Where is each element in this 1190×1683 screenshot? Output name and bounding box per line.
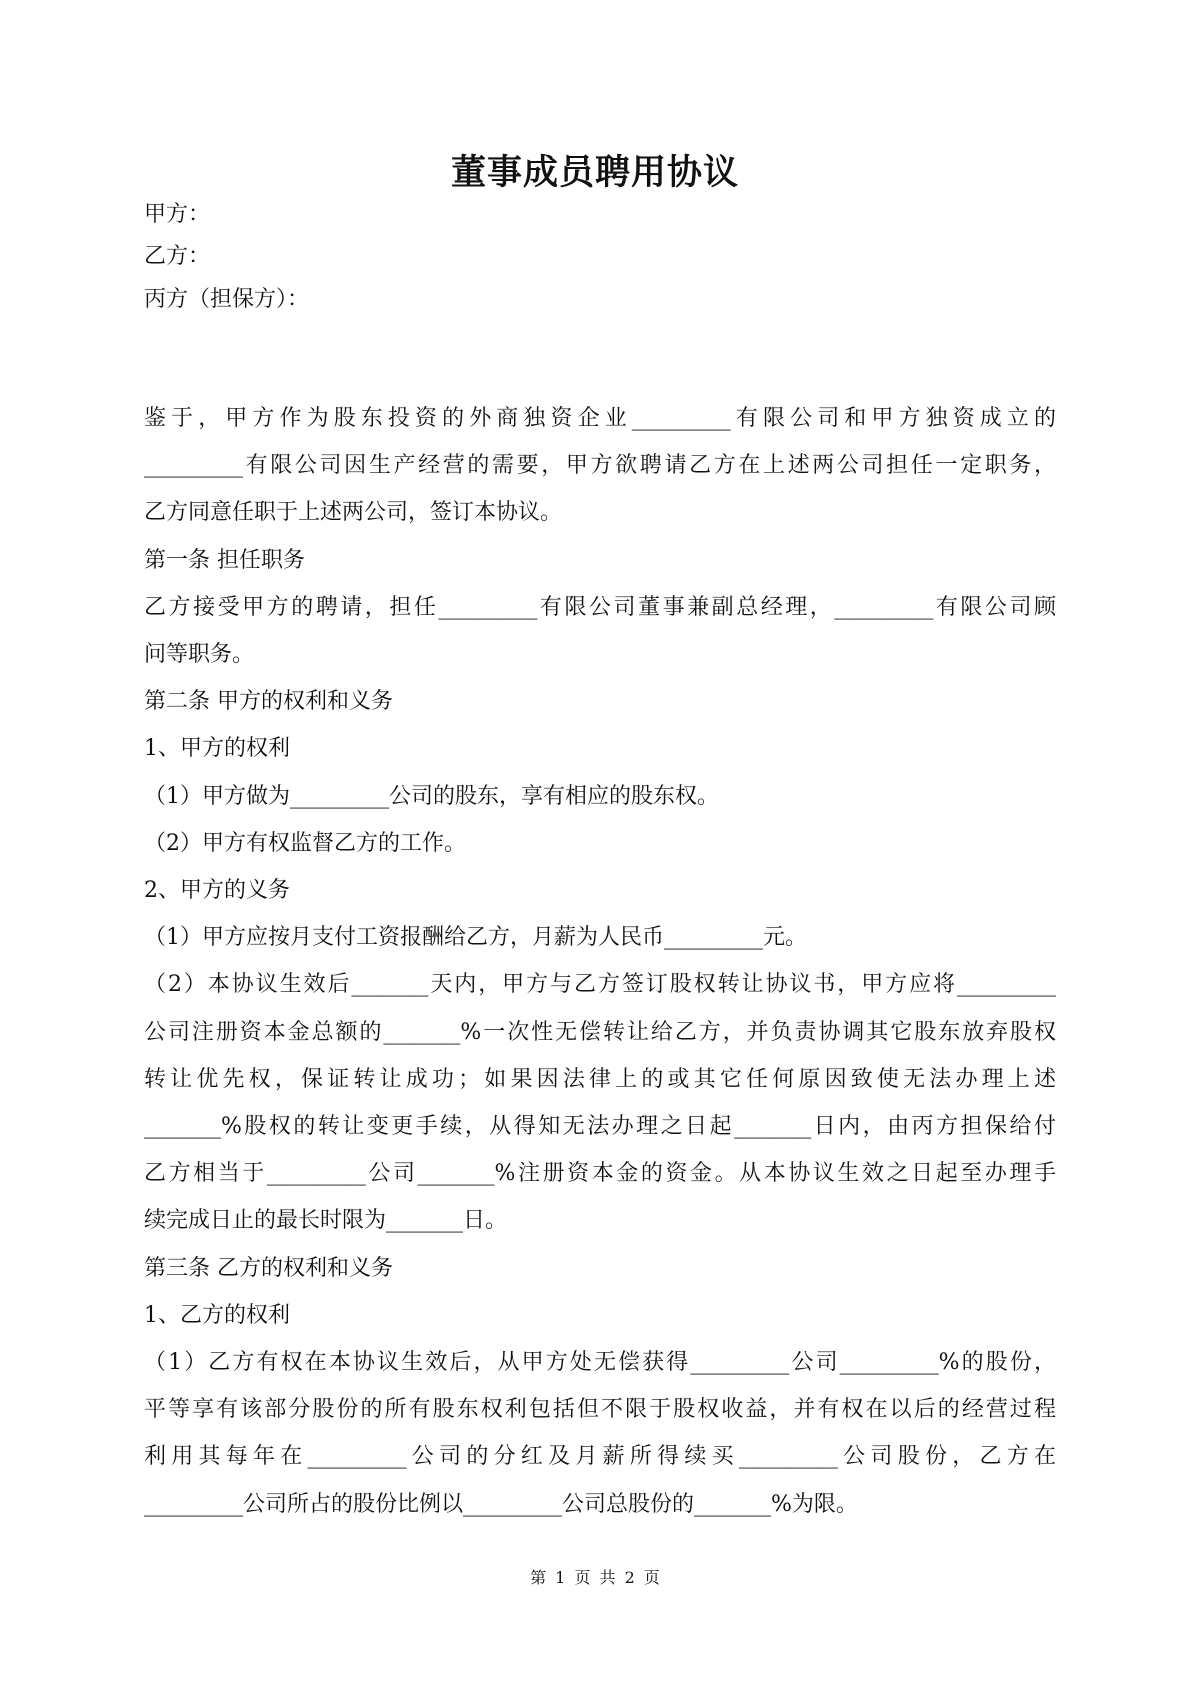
body-line: （1）甲方做为_________公司的股东，享有相应的股东权。 (144, 783, 719, 809)
body-line: 1、乙方的权利 (144, 1302, 290, 1328)
body-line: _________公司所占的股份比例以_________公司总股份的_______%为限。 (144, 1491, 858, 1517)
body-line: 公司注册资本金总额的_______%一次性无偿转让给乙方，并负责协调其它股东放弃股权 (144, 1019, 1056, 1045)
body-line: 第一条 担任职务 (144, 547, 305, 573)
agreement-body (144, 395, 1056, 1528)
document-title: 董事成员聘用协议 (450, 152, 739, 193)
body-line: （1）乙方有权在本协议生效后，从甲方处无偿获得_________公司_________%的股份， (144, 1350, 1056, 1376)
body-line: 第二条 甲方的权利和义务 (144, 689, 393, 715)
body-line: 转让优先权，保证转让成功；如果因法律上的或其它任何原因致使无法办理上述 (144, 1066, 1056, 1092)
body-line: （2）本协议生效后_______天内，甲方与乙方签订股权转让协议书，甲方应将_________ (144, 972, 1056, 998)
body-line: _________有限公司因生产经营的需要，甲方欲聘请乙方在上述两公司担任一定职务， (144, 453, 1056, 479)
party-a-label: 甲方： (144, 202, 211, 227)
body-line: 鉴于，甲方作为股东投资的外商独资企业_________有限公司和甲方独资成立的 (144, 406, 1056, 431)
body-line: （1）甲方应按月支付工资报酬给乙方，月薪为人民币_________元。 (144, 925, 807, 951)
body-line: 2、甲方的义务 (144, 878, 290, 904)
body-line: 问等职务。 (144, 642, 255, 668)
page-number: 第 1 页 共 2 页 (530, 1568, 660, 1587)
body-line: _______%股权的转让变更手续，从得知无法办理之日起_______日内，由丙方担保给付 (144, 1114, 1056, 1140)
party-b-label: 乙方： (144, 244, 211, 269)
body-line: 乙方相当于_________公司_______%注册资本金的资金。从本协议生效之日起至办理手 (144, 1161, 1056, 1187)
body-line: 1、甲方的权利 (144, 736, 290, 762)
body-line: 续完成日止的最长时限为_______日。 (144, 1208, 508, 1234)
body-line: （2）甲方有权监督乙方的工作。 (144, 830, 466, 856)
body-line: 乙方同意任职于上述两公司，签订本协议。 (144, 500, 563, 526)
body-line: 乙方接受甲方的聘请，担任_________有限公司董事兼副总经理，_________有限公司顾 (144, 594, 1056, 620)
body-line: 平等享有该部分股份的所有股东权利包括但不限于股权收益，并有权在以后的经营过程 (144, 1397, 1056, 1423)
party-c-label: 丙方（担保方）： (144, 287, 310, 312)
body-line: 第三条 乙方的权利和义务 (144, 1255, 393, 1281)
body-line: 利用其每年在_________公司的分红及月薪所得续买_________公司股份，乙方在 (144, 1444, 1056, 1470)
